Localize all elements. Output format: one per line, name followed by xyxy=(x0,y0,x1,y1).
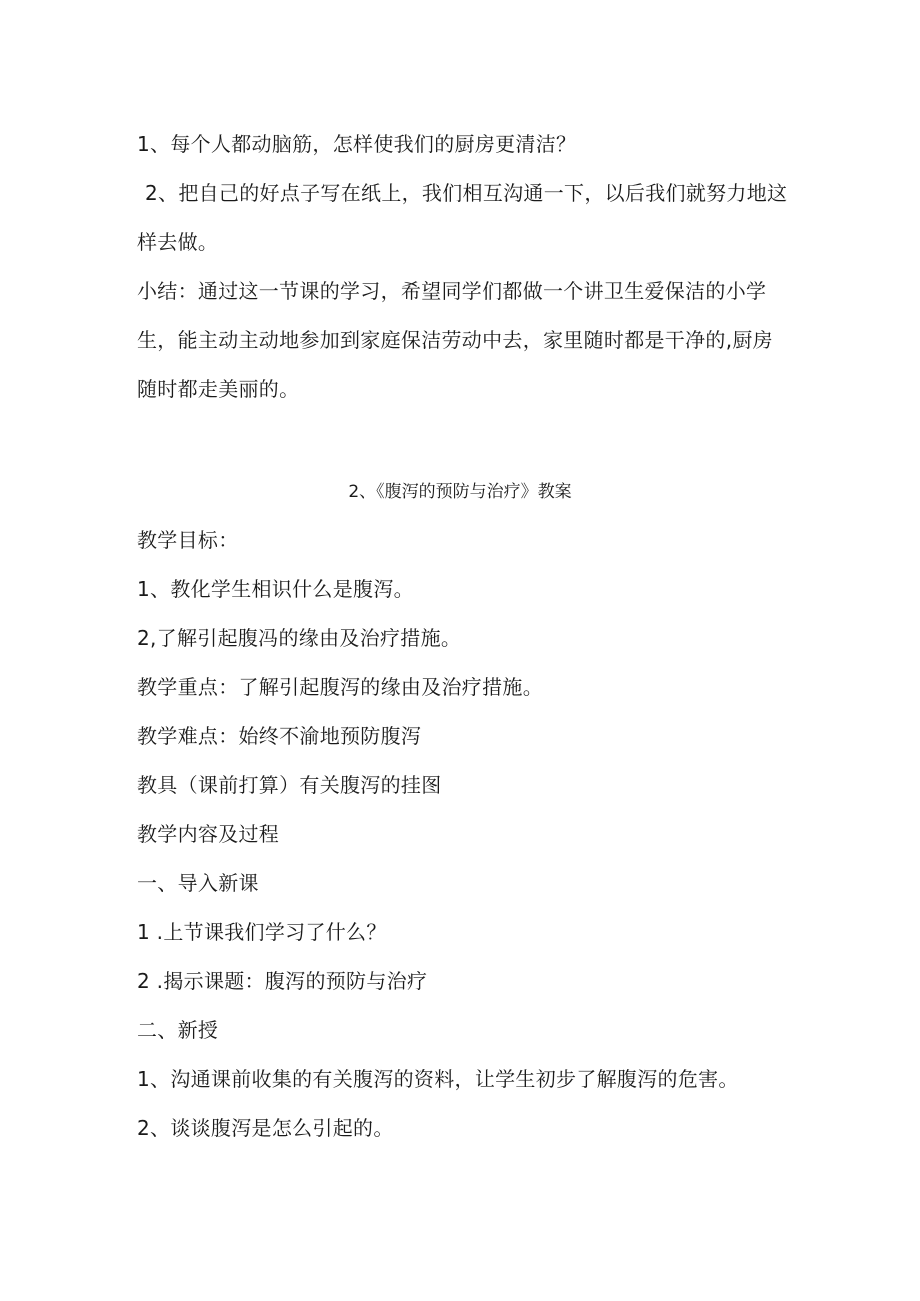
teaching-materials: 教具（课前打算）有关腹泻的挂图 xyxy=(137,773,442,797)
objectives-heading: 教学目标： xyxy=(137,528,239,552)
question-item-2-line-1: 2、把自己的好点子写在纸上，我们相互沟通一下，以后我们就努力地这 xyxy=(145,181,788,205)
key-point: 教学重点：了解引起腹泻的缘由及治疗措施。 xyxy=(137,675,543,699)
part-2-item-1: 1、沟通课前收集的有关腹泻的资料，让学生初步了解腹泻的危害。 xyxy=(137,1067,739,1091)
part-1-item-1: 1 .上节课我们学习了什么？ xyxy=(137,920,387,944)
part-1-item-2: 2 .揭示课题：腹泻的预防与治疗 xyxy=(137,969,428,993)
objective-1: 1、教化学生相识什么是腹泻。 xyxy=(137,577,414,601)
question-item-2-line-2: 样去做。 xyxy=(137,230,219,254)
summary-line-3: 随时都走美丽的。 xyxy=(137,377,300,401)
summary-line-2: 生，能主动主动地参加到家庭保洁劳动中去，家里随时都是干净的,厨房 xyxy=(137,328,773,352)
process-heading: 教学内容及过程 xyxy=(137,822,280,846)
lesson-title: 2、《腹泻的预防与治疗》教案 xyxy=(348,482,572,502)
part-2-item-2: 2、谈谈腹泻是怎么引起的。 xyxy=(137,1116,394,1140)
part-2-heading: 二、新授 xyxy=(137,1018,219,1042)
summary-line-1: 小结：通过这一节课的学习，希望同学们都做一个讲卫生爱保洁的小学 xyxy=(137,279,767,303)
part-1-heading: 一、导入新课 xyxy=(137,871,259,895)
objective-2: 2,了解引起腹冯的缘由及治疗措施。 xyxy=(137,626,462,650)
question-item-1: 1、每个人都动脑筋，怎样使我们的厨房更清洁？ xyxy=(137,132,577,156)
difficulty: 教学难点：始终不渝地预防腹泻 xyxy=(137,724,422,748)
